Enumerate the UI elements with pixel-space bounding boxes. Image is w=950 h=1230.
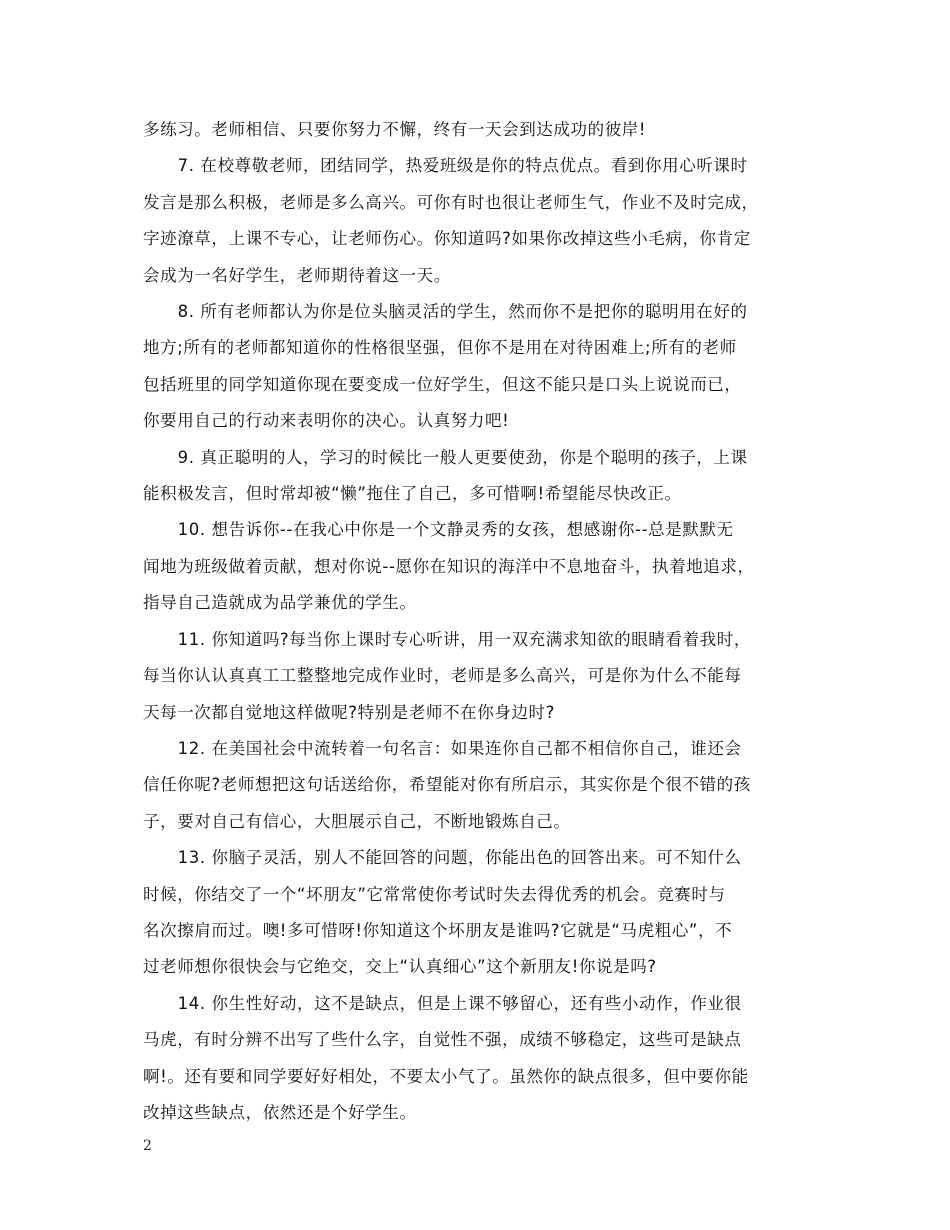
text-line: 名次擦肩而过。噢!多可惜呀!你知道这个坏朋友是谁吗?它就是“马虎粗心”，不 [143,920,733,940]
paragraph-p13 [143,840,815,986]
paragraph-p12 [143,731,815,840]
text-line: 天每一次都自觉地这样做呢?特别是老师不在你身边时? [143,702,556,722]
paragraph-p14 [143,986,815,1132]
text-line: 8. 所有老师都认为你是位头脑灵活的学生，然而你不是把你的聪明用在好的 [177,302,748,322]
text-line: 9. 真正聪明的人，学习的时候比一般人更要使劲，你是个聪明的孩子，上课 [177,447,748,467]
paragraph-p10 [143,512,815,621]
text-line: 过老师想你很快会与它绝交，交上“认真细心”这个新朋友!你说是吗? [143,957,657,977]
text-line: 10. 想告诉你--在我心中你是一个文静灵秀的女孩，想感谢你--总是默默无 [177,520,734,540]
text-line: 马虎，有时分辨不出写了些什么字，自觉性不强，成绩不够稳定，这些可是缺点 [143,1030,742,1050]
text-line: 13. 你脑子灵活，别人不能回答的问题，你能出色的回答出来。可不知什么 [177,848,742,868]
paragraph-p9 [143,440,815,513]
text-line: 12. 在美国社会中流转着一句名言：如果连你自己都不相信你自己，谁还会 [177,738,742,758]
text-line: 改掉这些缺点，依然还是个好学生。 [143,1102,417,1122]
text-line: 地方;所有的老师都知道你的性格很坚强，但你不是用在对待困难上;所有的老师 [143,338,737,358]
text-line: 字迹潦草，上课不专心，让老师伤心。你知道吗?如果你改掉这些小毛病，你肯定 [143,229,751,249]
text-line: 11. 你知道吗?每当你上课时专心听讲，用一双充满求知欲的眼睛看着我时， [177,629,751,649]
text-line: 每当你认认真真工工整整地完成作业时，老师是多么高兴，可是你为什么不能每 [143,666,742,686]
text-line: 会成为一名好学生，老师期待着这一天。 [143,265,451,285]
text-line: 14. 你生性好动，这不是缺点，但是上课不够留心，还有些小动作，作业很 [177,993,742,1013]
text-line: 时候，你结交了一个“坏朋友”它常常使你考试时失去得优秀的机会。竞赛时与 [143,884,726,904]
paragraph-p6-end [143,112,815,148]
text-line: 发言是那么积极，老师是多么高兴。可你有时也很让老师生气，作业不及时完成， [143,192,759,212]
text-line: 信任你呢?老师想把这句话送给你，希望能对你有所启示，其实你是个很不错的孩 [143,775,751,795]
text-line: 啊!。还有要和同学要好好相处，不要太小气了。虽然你的缺点很多，但中要你能 [143,1066,749,1086]
text-line: 包括班里的同学知道你现在要变成一位好学生，但这不能只是口头上说说而已， [143,374,742,394]
document-body [143,112,815,1131]
paragraph-p7 [143,148,815,294]
text-line: 闻地为班级做着贡献，想对你说--愿你在知识的海洋中不息地奋斗，执着地追求， [143,556,755,576]
text-line: 子，要对自己有信心，大胆展示自己，不断地锻炼自己。 [143,811,571,831]
text-line: 指导自己造就成为品学兼优的学生。 [143,593,417,613]
paragraph-p11 [143,622,815,731]
text-line: 7. 在校尊敬老师，团结同学，热爱班级是你的特点优点。看到你用心听课时 [177,156,748,176]
text-line: 多练习。老师相信、只要你努力不懈，终有一天会到达成功的彼岸! [143,120,647,139]
paragraph-p8 [143,294,815,440]
page-number: 2 [143,1138,152,1154]
text-line: 你要用自己的行动来表明你的决心。认真努力吧! [143,411,510,431]
text-line: 能积极发言，但时常却被“懒”拖住了自己，多可惜啊!希望能尽快改正。 [143,484,682,504]
